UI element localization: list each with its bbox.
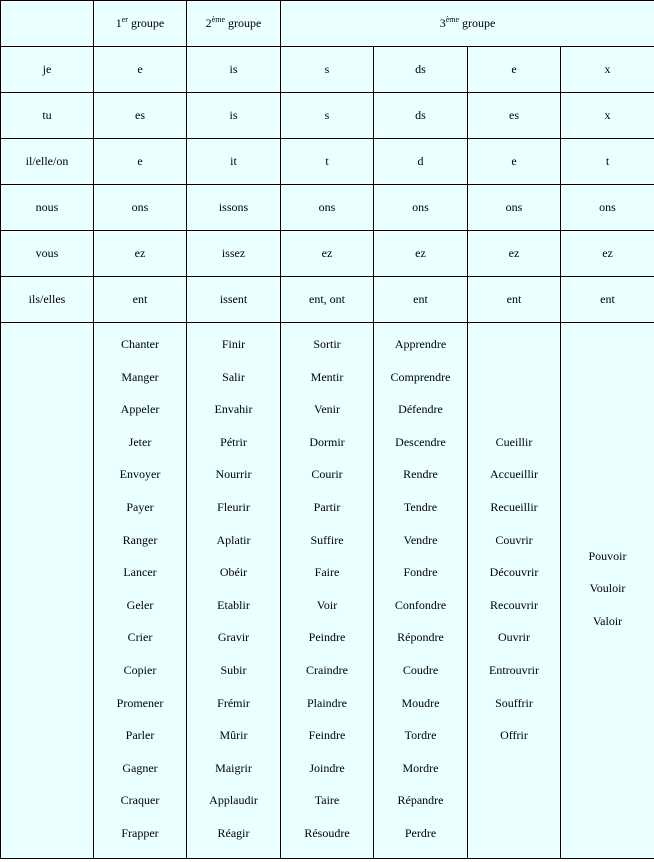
ending-cell: ez [468,231,561,277]
ending-cell: es [468,93,561,139]
verb-item: Ranger [122,532,158,547]
verb-item: Craindre [306,662,348,677]
ending-cell: e [94,139,187,185]
verb-item: Salir [222,369,245,384]
verb-item: Peindre [308,630,346,645]
verb-item: Comprendre [390,369,451,384]
ending-cell: ons [468,185,561,231]
header-group-3: 3ème groupe [281,1,654,47]
verb-item: Dormir [309,434,345,449]
ending-cell: issent [187,277,281,323]
ending-cell: ez [94,231,187,277]
pronoun-cell: nous [1,185,94,231]
ending-cell: it [187,139,281,185]
verb-item: Promener [116,695,164,710]
verb-list-cell [281,323,374,859]
ending-cell: is [187,47,281,93]
verb-item: Craquer [120,793,160,808]
verb-list [94,323,186,858]
verb-item: Mûrir [219,728,248,743]
ending-cell: es [94,93,187,139]
verb-item: Répandre [397,793,444,808]
verb-item: Valoir [592,614,623,629]
verb-item: Applaudir [209,793,258,808]
verb-item: Jeter [128,434,152,449]
ending-cell: ons [94,185,187,231]
ending-cell: s [281,93,374,139]
verb-item: Plaindre [307,695,347,710]
verb-item: Suffire [310,532,344,547]
verb-item: Faire [314,565,340,580]
pronoun-cell: je [1,47,94,93]
verb-examples-row [1,323,654,859]
verb-item: Recouvrir [490,597,538,612]
verb-item: Vouloir [589,581,626,596]
verb-item: Chanter [121,337,159,351]
ending-cell: ent [374,277,468,323]
ending-cell: ent [468,277,561,323]
verb-item: Finir [221,337,246,351]
verb-item: Moudre [401,695,440,710]
ending-cell: issons [187,185,281,231]
verb-item: Tordre [404,728,437,743]
pronoun-cell: tu [1,93,94,139]
verb-item: Perdre [404,825,437,840]
ending-cell: ent, ont [281,277,374,323]
verb-item: Souffrir [495,695,533,710]
verb-item: Fondre [403,565,438,580]
verb-row-label-cell [1,323,94,859]
verb-item: Geler [126,597,154,612]
verb-list [187,323,280,858]
verb-item: Gravir [217,630,250,645]
verb-item: Coudre [402,662,439,677]
table-row [1,231,654,277]
ending-cell: ez [561,231,654,277]
verb-item: Aplatir [216,532,251,547]
pronoun-cell: il/elle/on [1,139,94,185]
ending-cell: is [187,93,281,139]
verb-item: Pétrir [220,434,247,449]
verb-item: Partir [313,499,341,514]
ending-cell: t [561,139,654,185]
verb-item: Cueillir [495,434,533,449]
verb-item: Offrir [500,728,528,743]
ending-cell: t [281,139,374,185]
ending-cell: e [468,47,561,93]
ending-cell: x [561,47,654,93]
verb-list-cell [561,323,654,859]
verb-item: Crier [127,630,153,645]
verb-list [374,323,467,858]
ending-cell: ds [374,93,468,139]
ending-cell: ons [281,185,374,231]
pronoun-cell: ils/elles [1,277,94,323]
verb-item: Répondre [397,630,444,645]
header-empty-cell [1,1,94,47]
verb-item: Rendre [403,467,438,482]
verb-item: Résoudre [304,825,350,840]
verb-item: Payer [126,499,154,514]
verb-item: Joindre [309,760,345,775]
ending-cell: issez [187,231,281,277]
header-group-1: 1er groupe [94,1,187,47]
verb-item: Taire [314,793,340,808]
ending-cell: e [94,47,187,93]
verb-item: Recueillir [490,499,538,514]
verb-item: Sortir [313,337,341,351]
verb-item: Feindre [308,728,346,743]
table-row [1,185,654,231]
verb-item: Découvrir [489,565,539,580]
ending-cell: ent [561,277,654,323]
verb-item: Confondre [394,597,447,612]
ending-cell: ds [374,47,468,93]
pronoun-cell: vous [1,231,94,277]
verb-item: Mentir [310,369,344,384]
verb-item: Manger [121,369,159,384]
ending-cell: d [374,139,468,185]
ending-cell: ons [374,185,468,231]
verb-item: Lancer [123,565,157,580]
verb-item: Envahir [214,402,253,417]
ending-cell: ent [94,277,187,323]
verb-item: Couvrir [495,532,533,547]
table-row [1,93,654,139]
verb-item: Subir [220,662,247,677]
verb-item: Vendre [403,532,438,547]
verb-item: Tendre [403,499,438,514]
ending-cell: s [281,47,374,93]
verb-item: Gagner [122,760,158,775]
table-row [1,277,654,323]
verb-item: Venir [314,402,340,417]
ending-cell: ez [374,231,468,277]
verb-list-cell [468,323,561,859]
verb-item: Nourrir [215,467,252,482]
verb-list-cell [374,323,468,859]
verb-list [468,421,560,760]
table-row [1,47,654,93]
ending-cell: x [561,93,654,139]
verb-item: Copier [123,662,157,677]
table-row [1,139,654,185]
verb-item: Réagir [217,825,250,840]
verb-item: Mordre [402,760,439,775]
verb-item: Envoyer [119,467,161,482]
verb-list [281,323,373,858]
verb-list [561,535,654,646]
verb-item: Parler [125,728,155,743]
verb-item: Défendre [398,402,443,417]
header-row [1,1,654,47]
ending-cell: ez [281,231,374,277]
ending-cell: e [468,139,561,185]
verb-item: Obéir [219,565,248,580]
verb-item: Fleurir [217,499,250,514]
verb-item: Frapper [121,825,159,840]
verb-list-cell [94,323,187,859]
verb-item: Maigrir [215,760,252,775]
verb-item: Courir [311,467,343,482]
ending-cell: ons [561,185,654,231]
verb-item: Pouvoir [588,548,627,563]
verb-item: Ouvrir [498,630,530,645]
header-group-2: 2ème groupe [187,1,281,47]
verb-item: Apprendre [394,337,447,351]
verb-item: Appeler [120,402,160,417]
verb-item: Etablir [217,597,250,612]
verb-item: Frémir [217,695,250,710]
verb-item: Entrouvrir [489,662,539,677]
verb-item: Accueillir [490,467,538,482]
verb-item: Descendre [395,434,446,449]
verb-item: Voir [316,597,338,612]
verb-list-cell [187,323,281,859]
